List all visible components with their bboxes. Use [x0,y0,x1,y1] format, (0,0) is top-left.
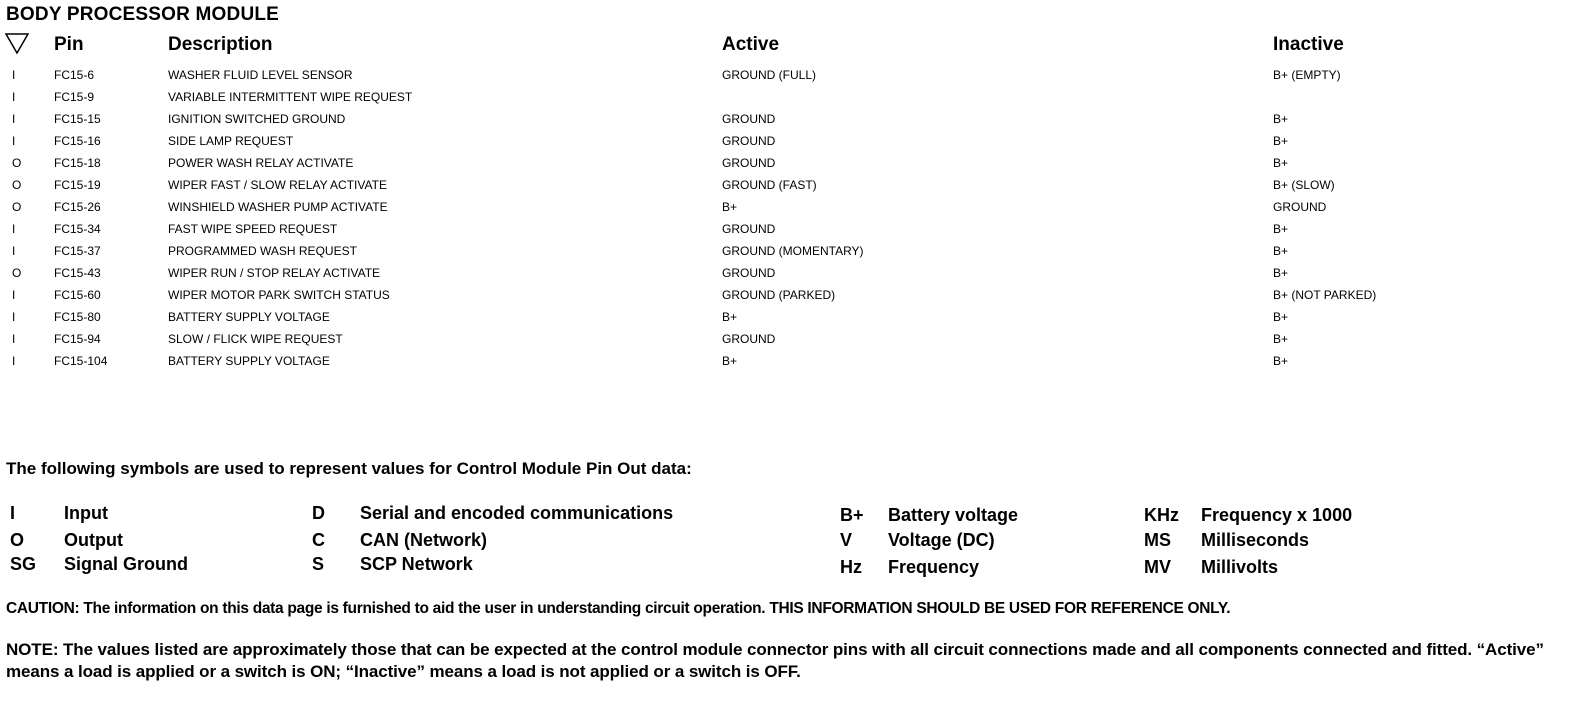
io-type: I [12,244,16,258]
pin-description: BATTERY SUPPLY VOLTAGE [168,310,330,324]
inactive-value: B+ [1273,332,1289,346]
active-value: B+ [722,310,738,324]
pin-id: FC15-34 [54,222,101,236]
pin-id: FC15-6 [54,68,95,82]
symbol-code: SG [10,554,37,574]
pin-id: FC15-16 [54,134,101,148]
symbol-code: D [312,503,325,523]
table-row [0,88,1584,110]
io-type: O [12,200,22,214]
page-title: BODY PROCESSOR MODULE [6,4,280,25]
io-type: I [12,332,16,346]
symbol-code: C [312,530,325,550]
inactive-value: B+ (NOT PARKED) [1273,288,1377,302]
pin-description: FAST WIPE SPEED REQUEST [168,222,338,236]
table-row [0,352,1584,374]
io-type: O [12,266,22,280]
pin-description: IGNITION SWITCHED GROUND [168,112,346,126]
column-header-description: Description [168,34,273,55]
io-type: I [12,288,16,302]
active-value: B+ [722,200,738,214]
active-value: GROUND [722,156,776,170]
pin-id: FC15-26 [54,200,101,214]
pin-id: FC15-43 [54,266,101,280]
note-text: NOTE: The values listed are approximately those that can be expected at the control module connector pins with all circuit connections made and all components connected and fitted. “Active” means a load is applied or a switch is ON; “Inactive” means a load is not applied or a switch is OFF. [6,640,1544,681]
active-value: GROUND (FAST) [722,178,817,192]
symbol-meaning: SCP Network [360,554,473,574]
symbol-meaning: Voltage (DC) [888,530,995,550]
column-header-active: Active [722,34,780,55]
pin-id: FC15-18 [54,156,101,170]
active-value: GROUND [722,266,776,280]
table-row [0,220,1584,242]
active-value: B+ [722,354,738,368]
inactive-value: GROUND [1273,200,1327,214]
pin-id: FC15-94 [54,332,101,346]
pin-description: VARIABLE INTERMITTENT WIPE REQUEST [168,90,413,104]
pin-description: PROGRAMMED WASH REQUEST [168,244,357,258]
pin-id: FC15-104 [54,354,108,368]
pin-id: FC15-37 [54,244,101,258]
active-value: GROUND [722,112,776,126]
pin-id: FC15-15 [54,112,101,126]
table-row [0,330,1584,352]
pin-description: WASHER FLUID LEVEL SENSOR [168,68,353,82]
inactive-value: B+ [1273,244,1289,258]
column-header-pin: Pin [54,34,84,55]
symbols-heading: The following symbols are used to represent values for Control Module Pin Out data: [6,459,692,478]
io-type: I [12,90,16,104]
active-value: GROUND (FULL) [722,68,817,82]
active-value: GROUND [722,222,776,236]
table-row [0,176,1584,198]
symbol-meaning: Input [64,503,108,523]
inactive-value: B+ [1273,112,1289,126]
pin-id: FC15-19 [54,178,101,192]
active-value: GROUND [722,134,776,148]
inactive-value: B+ (SLOW) [1273,178,1335,192]
inactive-value: B+ (EMPTY) [1273,68,1341,82]
io-type: I [12,310,16,324]
symbol-meaning: Frequency [888,557,980,577]
symbol-meaning: Milliseconds [1201,530,1310,550]
triangle-down-icon [4,31,30,55]
inactive-value: B+ [1273,156,1289,170]
symbol-code: B+ [840,505,864,525]
inactive-value: B+ [1273,354,1289,368]
table-row [0,264,1584,286]
symbol-code: KHz [1144,505,1179,525]
symbol-code: Hz [840,557,862,577]
pin-id: FC15-80 [54,310,101,324]
symbol-meaning: Frequency x 1000 [1201,505,1353,525]
pin-description: WIPER FAST / SLOW RELAY ACTIVATE [168,178,387,192]
pin-description: SIDE LAMP REQUEST [168,134,294,148]
pin-table [0,66,1584,374]
io-type: I [12,134,16,148]
symbol-code: I [10,503,16,523]
inactive-value: B+ [1273,134,1289,148]
pin-id: FC15-60 [54,288,101,302]
pin-description: WIPER MOTOR PARK SWITCH STATUS [168,288,390,302]
pin-description: WIPER RUN / STOP RELAY ACTIVATE [168,266,381,280]
table-row [0,198,1584,220]
pin-description: WINSHIELD WASHER PUMP ACTIVATE [168,200,388,214]
io-type: O [12,156,22,170]
table-row [0,286,1584,308]
caution-text: CAUTION: The information on this data page is furnished to aid the user in understanding circuit operation. THIS INFORMATION SHOULD BE USED FOR REFERENCE ONLY. [6,600,1231,617]
symbol-meaning: Serial and encoded communications [360,503,674,523]
table-row [0,66,1584,88]
column-header-inactive: Inactive [1273,34,1344,55]
symbol-code: S [312,554,325,574]
symbol-code: O [10,530,25,550]
active-value: GROUND (MOMENTARY) [722,244,864,258]
io-type: I [12,354,16,368]
pin-description: SLOW / FLICK WIPE REQUEST [168,332,343,346]
io-type: I [12,68,16,82]
inactive-value: B+ [1273,266,1289,280]
table-row [0,132,1584,154]
inactive-value: B+ [1273,310,1289,324]
table-row [0,110,1584,132]
symbol-meaning: Signal Ground [64,554,188,574]
pin-description: BATTERY SUPPLY VOLTAGE [168,354,330,368]
symbol-meaning: CAN (Network) [360,530,488,550]
inactive-value: B+ [1273,222,1289,236]
table-row [0,242,1584,264]
symbol-code: V [840,530,853,550]
io-type: I [12,222,16,236]
pin-id: FC15-9 [54,90,95,104]
io-type: I [12,112,16,126]
active-value: GROUND [722,332,776,346]
active-value: GROUND (PARKED) [722,288,836,302]
symbol-code: MS [1144,530,1171,550]
symbol-meaning: Output [64,530,123,550]
pin-description: POWER WASH RELAY ACTIVATE [168,156,354,170]
symbol-code: MV [1144,557,1171,577]
symbol-meaning: Battery voltage [888,505,1019,525]
table-row [0,154,1584,176]
symbol-meaning: Millivolts [1201,557,1279,577]
io-type: O [12,178,22,192]
table-row [0,308,1584,330]
